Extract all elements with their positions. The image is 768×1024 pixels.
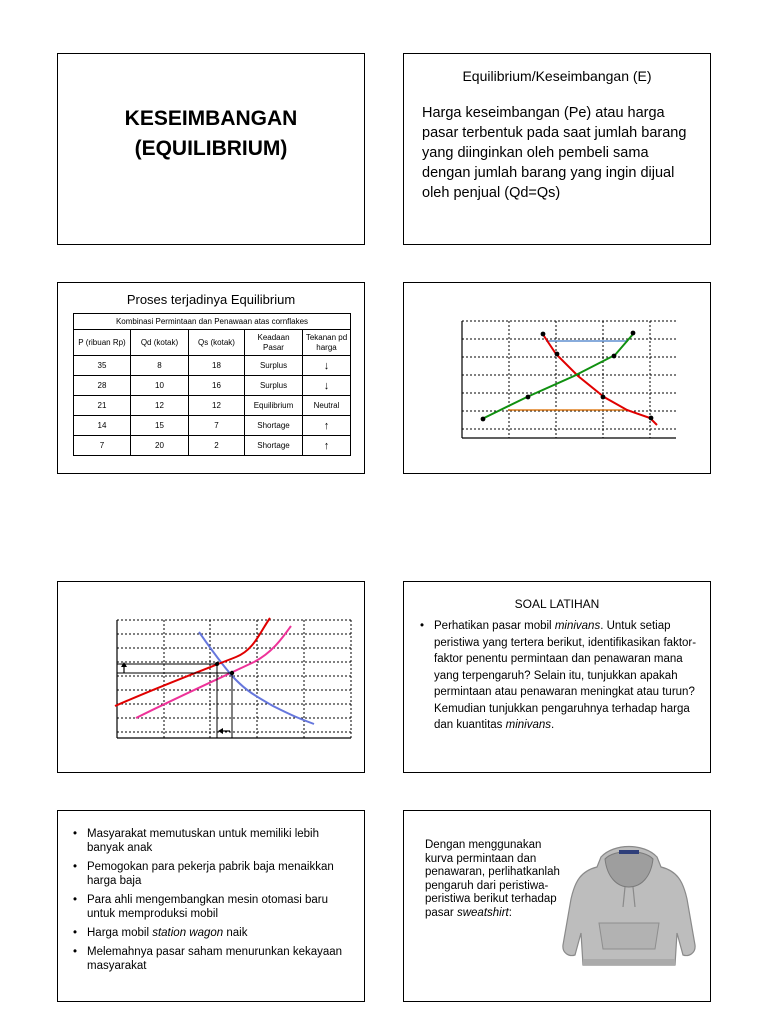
table-cell: 2 — [189, 436, 245, 456]
text-italic: station wagon — [152, 927, 224, 939]
list-item-text: Melemahnya pasar saham menurunkan kekayaan masyarakat — [87, 946, 343, 972]
arrow-up-icon: ↑ — [303, 416, 351, 436]
table-cell: 20 — [131, 436, 189, 456]
bullet-icon: • — [73, 927, 78, 939]
text-italic: minivans — [554, 620, 601, 632]
list-item-text: Pemogokan para pekerja pabrik baja menaikkan harga baja — [87, 861, 334, 887]
list-item — [73, 945, 354, 973]
column-header: Qs (kotak) — [189, 330, 245, 356]
text-italic: sweatshirt — [456, 906, 509, 919]
arrow-up-icon: ↑ — [303, 436, 351, 456]
bullet-icon: • — [73, 828, 78, 840]
table-cell: 28 — [74, 376, 131, 396]
exercise-heading: SOAL LATIHAN — [514, 597, 600, 611]
column-header: P (ribuan Rp) — [74, 330, 131, 356]
supply-curve — [482, 333, 634, 419]
title-line-2: (EQUILIBRIUM) — [134, 137, 288, 160]
list-item-text: Para ahli mengembangkan mesin otomasi baru untuk memproduksi mobil — [87, 894, 328, 920]
list-item — [73, 893, 354, 921]
slide-events-list — [57, 810, 365, 1002]
text-run: Dengan menggunakan kurva permintaan dan penawaran, perlihatkanlah pengaruh dari peristiwa-peristiwa berikut terhadap pasar — [425, 839, 560, 919]
table-cell: 12 — [189, 396, 245, 416]
equilibrium-graph — [404, 283, 709, 472]
equilibrium-guides — [117, 664, 232, 738]
definition-text: Harga keseimbangan (Pe) atau harga pasar terbentuk pada saat jumlah barang yang diinginkan oleh pembeli sama dengan jumlah barang yang ingin dijual oleh penjual (Qd=Qs) — [422, 105, 687, 201]
list-item-text: naik — [223, 927, 248, 939]
table-cell: 16 — [189, 376, 245, 396]
bullet-icon: • — [73, 946, 78, 958]
text-run: : — [508, 906, 512, 919]
table-caption: Kombinasi Permintaan dan Penawaan atas cornflakes — [74, 314, 351, 330]
events-list — [73, 827, 354, 978]
table-cell: 12 — [131, 396, 189, 416]
table-slide-heading: Proses terjadinya Equilibrium — [126, 292, 296, 307]
list-item — [73, 926, 354, 940]
table-cell: Surplus — [245, 356, 303, 376]
table-cell: 35 — [74, 356, 131, 376]
list-item — [73, 827, 354, 855]
table-cell: 7 — [189, 416, 245, 436]
table-cell: 7 — [74, 436, 131, 456]
hoodie-image — [559, 837, 699, 977]
text-run: . — [551, 719, 555, 731]
list-item-text: Harga mobil — [87, 927, 153, 939]
slide-equilibrium-table — [57, 282, 365, 474]
title-line-1: KESEIMBANGAN — [124, 107, 298, 130]
graph-grid — [462, 321, 676, 438]
text-run: Perhatikan pasar mobil — [434, 620, 555, 632]
slide-equilibrium-graph — [403, 282, 711, 474]
slide-exercise — [403, 581, 711, 773]
table-cell: 15 — [131, 416, 189, 436]
bullet-icon: • — [73, 861, 78, 873]
definition-heading: Equilibrium/Keseimbangan (E) — [462, 68, 652, 84]
arrow-down-icon: ↓ — [303, 356, 351, 376]
slide-title — [57, 53, 365, 245]
table-cell: 10 — [131, 376, 189, 396]
quantity-left-arrow-icon — [218, 728, 230, 734]
table-cell: Shortage — [245, 416, 303, 436]
sweatshirt-text — [425, 839, 560, 920]
bullet-icon: • — [73, 894, 78, 906]
bullet-icon: • — [420, 620, 425, 632]
exercise-text — [434, 618, 700, 734]
text-italic: minivans — [505, 719, 551, 731]
table-cell: 18 — [189, 356, 245, 376]
table-cell: Shortage — [245, 436, 303, 456]
shift-graph — [58, 582, 363, 771]
column-header: Tekanan pd harga — [303, 330, 351, 356]
exercise-body — [420, 618, 700, 734]
text-run: . Untuk setiap peristiwa yang tertera berikut, identifikasikan faktor-faktor penentu permintaan dan penawaran mana yang terpengaruh? Selain itu, tunjukkan apakah permintaan atau penawaran meningkat atau turun? Kemudian tunjukkan pengaruhnya terhadap harga dan kuantitas — [434, 620, 697, 731]
arrow-down-icon: ↓ — [303, 376, 351, 396]
list-item — [73, 860, 354, 888]
table-cell: 8 — [131, 356, 189, 376]
table-cell: Equilibrium — [245, 396, 303, 416]
slide-sweatshirt — [403, 810, 711, 1002]
slide-shift-graph — [57, 581, 365, 773]
column-header: Qd (kotak) — [131, 330, 189, 356]
equilibrium-table — [73, 313, 351, 456]
slide-title-heading — [58, 104, 364, 164]
table-cell: Surplus — [245, 376, 303, 396]
column-header: Keadaan Pasar — [245, 330, 303, 356]
list-item-text: Masyarakat memutuskan untuk memiliki lebih banyak anak — [87, 828, 320, 854]
table-cell: 14 — [74, 416, 131, 436]
table-cell: 21 — [74, 396, 131, 416]
slide-definition — [403, 53, 711, 245]
table-cell: Neutral — [303, 396, 351, 416]
